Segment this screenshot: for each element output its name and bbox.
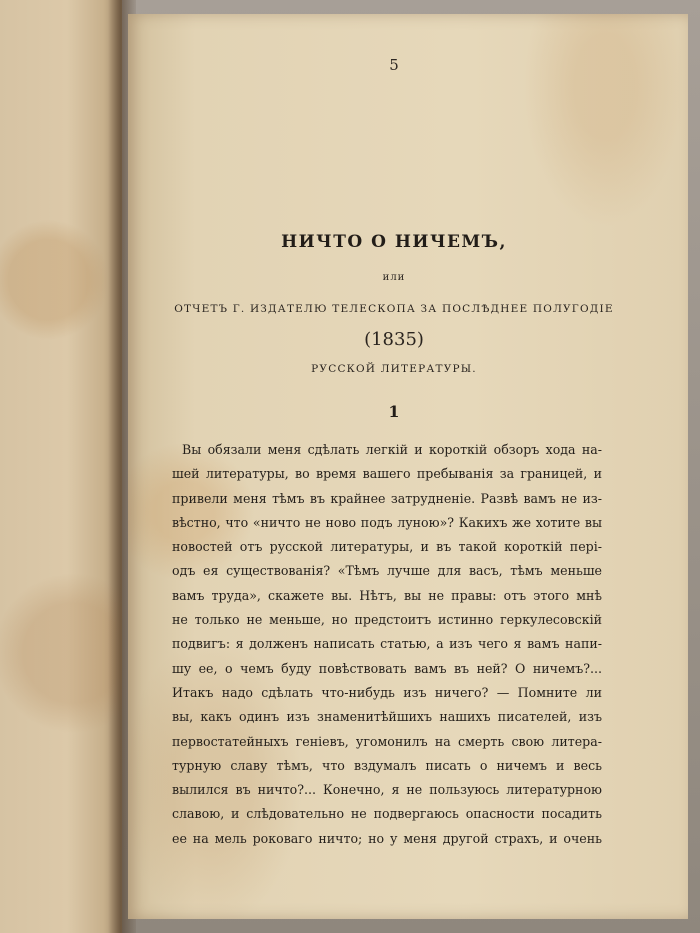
text-line: подвигъ: я долженъ написать статью, а изъ чего я вамъ напи-: [172, 636, 602, 652]
text-line: одъ ея существованія? «Тѣмъ лучше для васъ, тѣмъ меньше: [172, 563, 602, 579]
text-line: новостей отъ русской литературы, и въ такой короткій пері-: [172, 539, 602, 555]
text-line: первостатейныхъ геніевъ, угомонилъ на смерть свою литера-: [172, 733, 602, 749]
text-line: шу ее, о чемъ буду повѣствовать вамъ въ ней? О ничемъ?...: [172, 660, 602, 676]
text-line: вѣстно, что «ничто не ново подъ луною»? Какихъ же хотите вы: [172, 514, 602, 530]
text-line: Вы обязали меня сдѣлать легкій и короткій обзоръ хода на-: [182, 442, 602, 457]
text-line: турную славу тѣмъ, что вздумалъ писать о ничемъ и весь: [172, 757, 602, 773]
subtitle: ОТЧЕТЪ Г. ИЗДАТЕЛЮ ТЕЛЕСКОПА ЗА ПОСЛѢДНЕЕ ПОЛУГОДІЕ: [174, 303, 614, 315]
title-conjunction: или: [382, 272, 406, 283]
body-text: [172, 438, 602, 851]
text-line: Итакъ надо сдѣлать что-нибудь изъ ничего? — Помните ли: [172, 684, 602, 700]
text-line: вы, какъ одинъ изъ знаменитѣйшихъ нашихъ писателей, изъ: [172, 709, 602, 725]
page-number: 5: [389, 56, 399, 74]
left-page: [0, 0, 122, 933]
text-line: не только не меньше, но предстоитъ истинно геркулесовскій: [172, 612, 602, 628]
subtitle-year: (1835): [364, 329, 424, 350]
text-line: ее на мель роковаго ничто; но у меня другой страхъ, и очень: [172, 830, 602, 846]
text-line: вылился въ ничто?... Конечно, я не пользуюсь литературною: [172, 782, 602, 798]
subtitle-continued: РУССКОЙ ЛИТЕРАТУРЫ.: [311, 363, 477, 375]
text-line: славою, и слѣдовательно не подвергаюсь опасности посадить: [172, 806, 602, 822]
section-number: 1: [388, 402, 400, 421]
text-line: привели меня тѣмъ въ крайнее затрудненіе. Развѣ вамъ не из-: [172, 490, 602, 506]
chapter-title: НИЧТО О НИЧЕМЪ,: [281, 232, 507, 252]
text-line: шей литературы, во время вашего пребыванія за границей, и: [172, 466, 602, 482]
book-page: [128, 14, 688, 919]
text-line: вамъ труда», скажете вы. Нѣтъ, вы не правы: отъ этого мнѣ: [172, 587, 602, 603]
